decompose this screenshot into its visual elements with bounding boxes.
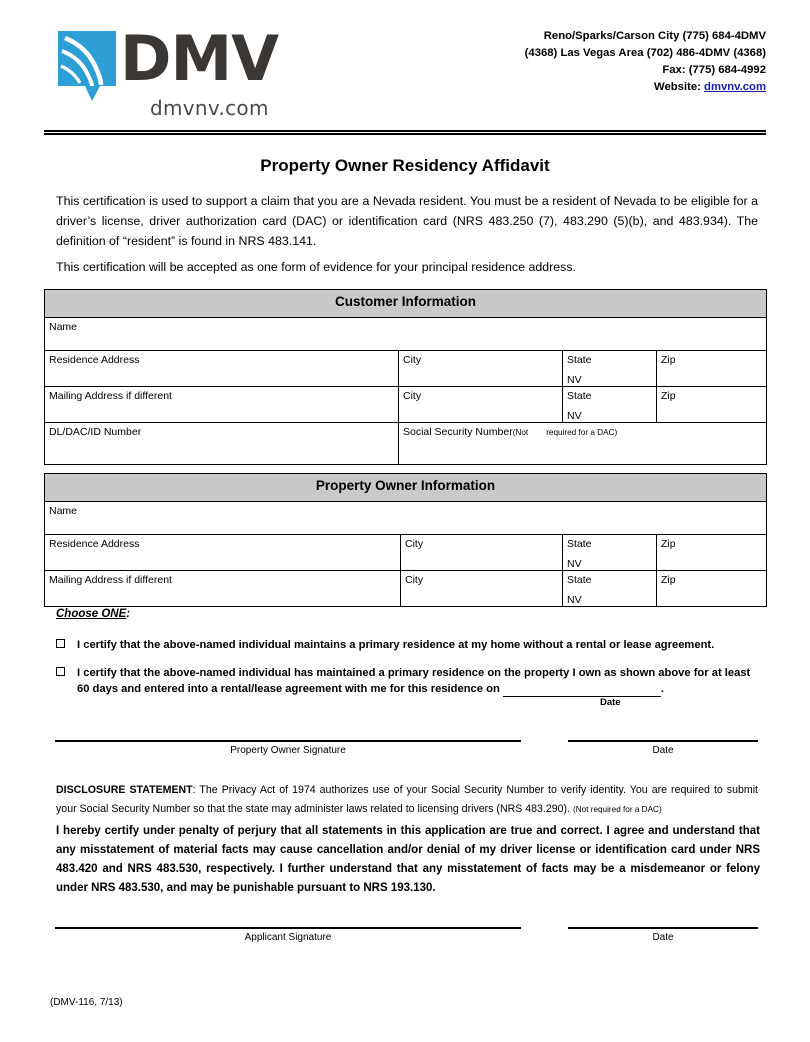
owner-residence-state-label: State xyxy=(567,538,592,550)
disclosure-statement xyxy=(56,781,758,819)
disclosure-statement-note: (Not required for a DAC) xyxy=(572,805,662,814)
page-title: Property Owner Residency Affidavit xyxy=(260,156,550,175)
customer-residence-state-cell[interactable] xyxy=(563,351,657,387)
logo-website-text: dmvnv.com xyxy=(150,96,269,120)
choose-one-heading xyxy=(56,608,130,620)
applicant-signature-line[interactable] xyxy=(55,927,521,929)
owner-mailing-cell[interactable] xyxy=(45,571,401,607)
contact-info xyxy=(525,28,766,96)
customer-residence-state-value: NV xyxy=(567,374,582,386)
owner-mailing-state-label: State xyxy=(567,574,592,586)
lease-date-blank-field[interactable] xyxy=(503,685,661,697)
customer-residence-zip-cell[interactable] xyxy=(657,351,767,387)
customer-mailing-label: Mailing Address if different xyxy=(49,390,172,402)
customer-residence-zip-label: Zip xyxy=(661,354,676,366)
property-owner-signature-line[interactable] xyxy=(55,740,521,742)
intro-paragraph-1: This certification is used to support a claim that you are a Nevada resident. You must be a resident of Nevada to be eligible for a driver’s license, driver authorization card (DAC) or identification card (NRS 483.250 (7), 483.290 (5)(b), and 483.934). The definition of “resident” is found in NRS 483.141. xyxy=(56,194,758,248)
property-owner-date-caption: Date xyxy=(652,745,674,756)
logo-wordmark: DMV xyxy=(120,22,279,95)
certification-option-2-text: I certify that the above-named individual has maintained a primary residence on the property I own as shown above for at least 60 days and entered into a rental/lease agreement with me for this residence on xyxy=(77,667,751,695)
perjury-certification-paragraph: I hereby certify under penalty of perjury that all statements in this application are true and correct. I agree and understand that any misstatement of material facts may cause cancellation and/or denial of my driver license or identification card under NRS 483.420 and NRS 483.530, respectively. I further understand that any misstatement of facts may be a misdemeanor or felony under NRS 483.530, and may be punishable pursuant to NRS 193.130. xyxy=(56,825,760,894)
table-row xyxy=(45,535,767,571)
table-row xyxy=(45,474,767,502)
certification-option-2-label xyxy=(77,665,760,697)
owner-name-label: Name xyxy=(49,505,78,517)
disclosure-statement-body: : The Privacy Act of 1974 authorizes use of your Social Security Number to verify identity. You are required to submit your Social Security Number so that the state may administer laws related to licensing drivers (NRS 483.290). xyxy=(56,784,759,815)
intro-paragraph-2: This certification will be accepted as one form of evidence for your principal residence address. xyxy=(56,260,576,274)
certification-option-1[interactable] xyxy=(56,637,760,653)
checkbox-option-2[interactable] xyxy=(56,667,65,676)
header-divider xyxy=(44,130,766,135)
dmv-logo xyxy=(56,22,356,120)
customer-mailing-state-value: NV xyxy=(567,410,582,422)
owner-residence-state-cell[interactable] xyxy=(563,535,657,571)
checkbox-option-1[interactable] xyxy=(56,639,65,648)
dmv-road-shield-icon xyxy=(56,30,118,102)
customer-mailing-state-cell[interactable] xyxy=(563,387,657,423)
owner-mailing-label: Mailing Address if different xyxy=(49,574,172,586)
form-number: (DMV-116, 7/13) xyxy=(50,997,123,1008)
disclosure-statement-lead: DISCLOSURE STATEMENT xyxy=(56,784,193,796)
customer-table-band: Customer Information xyxy=(45,290,767,318)
customer-mailing-zip-label: Zip xyxy=(661,390,676,402)
customer-residence-city-cell[interactable] xyxy=(399,351,563,387)
property-owner-signature-caption: Property Owner Signature xyxy=(230,745,346,756)
applicant-signature-caption: Applicant Signature xyxy=(244,932,332,943)
certification-option-2[interactable] xyxy=(56,665,760,697)
choose-one-heading-text: Choose ONE xyxy=(56,608,127,620)
owner-residence-zip-label: Zip xyxy=(661,538,676,550)
customer-mailing-zip-cell[interactable] xyxy=(657,387,767,423)
website-label: Website: xyxy=(654,81,701,93)
page-header xyxy=(0,0,810,128)
customer-ssn-note-b: required for a DAC) xyxy=(546,428,618,437)
contact-line-2: (4368) Las Vegas Area (702) 486-4DMV (4368) xyxy=(524,47,766,59)
customer-name-cell[interactable] xyxy=(45,318,767,351)
owner-table-band: Property Owner Information xyxy=(45,474,767,502)
choose-one-heading-colon: : xyxy=(126,608,131,620)
owner-residence-state-value: NV xyxy=(567,558,582,570)
property-owner-date-line[interactable] xyxy=(568,740,758,742)
customer-mailing-state-label: State xyxy=(567,390,592,402)
customer-residence-cell[interactable] xyxy=(45,351,399,387)
table-row xyxy=(45,290,767,318)
owner-residence-zip-cell[interactable] xyxy=(657,535,767,571)
table-row xyxy=(45,502,767,535)
lease-date-caption: Date xyxy=(600,697,621,708)
table-row xyxy=(45,423,767,465)
owner-residence-label: Residence Address xyxy=(49,538,140,550)
customer-dl-cell[interactable] xyxy=(45,423,399,465)
customer-mailing-city-cell[interactable] xyxy=(399,387,563,423)
contact-line-fax: Fax: (775) 684-4992 xyxy=(662,64,766,76)
owner-mailing-zip-cell[interactable] xyxy=(657,571,767,607)
customer-ssn-note-a: (Not xyxy=(512,428,529,437)
table-row xyxy=(45,387,767,423)
owner-mailing-city-cell[interactable] xyxy=(401,571,563,607)
table-row xyxy=(45,318,767,351)
customer-mailing-city-label: City xyxy=(403,390,422,402)
contact-line-1: Reno/Sparks/Carson City (775) 684-4DMV xyxy=(543,30,766,42)
table-row xyxy=(45,351,767,387)
owner-residence-city-label: City xyxy=(405,538,424,550)
certification-option-2-period: . xyxy=(660,683,664,695)
certification-option-1-label: I certify that the above-named individual maintains a primary residence at my home without a rental or lease agreement. xyxy=(77,639,715,651)
owner-name-cell[interactable] xyxy=(45,502,767,535)
property-owner-information-table xyxy=(44,473,767,607)
owner-residence-city-cell[interactable] xyxy=(401,535,563,571)
customer-residence-state-label: State xyxy=(567,354,592,366)
customer-information-table xyxy=(44,289,767,465)
customer-residence-city-label: City xyxy=(403,354,422,366)
customer-ssn-label: Social Security Number xyxy=(403,426,513,438)
contact-website-row xyxy=(525,79,766,96)
customer-dl-label: DL/DAC/ID Number xyxy=(49,426,142,438)
owner-mailing-state-value: NV xyxy=(567,594,582,606)
applicant-date-caption: Date xyxy=(652,932,674,943)
customer-ssn-cell[interactable] xyxy=(399,423,767,465)
applicant-date-line[interactable] xyxy=(568,927,758,929)
table-row xyxy=(45,571,767,607)
customer-mailing-cell[interactable] xyxy=(45,387,399,423)
owner-mailing-state-cell[interactable] xyxy=(563,571,657,607)
owner-mailing-city-label: City xyxy=(405,574,424,586)
owner-mailing-zip-label: Zip xyxy=(661,574,676,586)
owner-residence-cell[interactable] xyxy=(45,535,401,571)
customer-name-label: Name xyxy=(49,321,78,333)
customer-residence-label: Residence Address xyxy=(49,354,140,366)
website-link[interactable]: dmvnv.com xyxy=(704,81,766,93)
